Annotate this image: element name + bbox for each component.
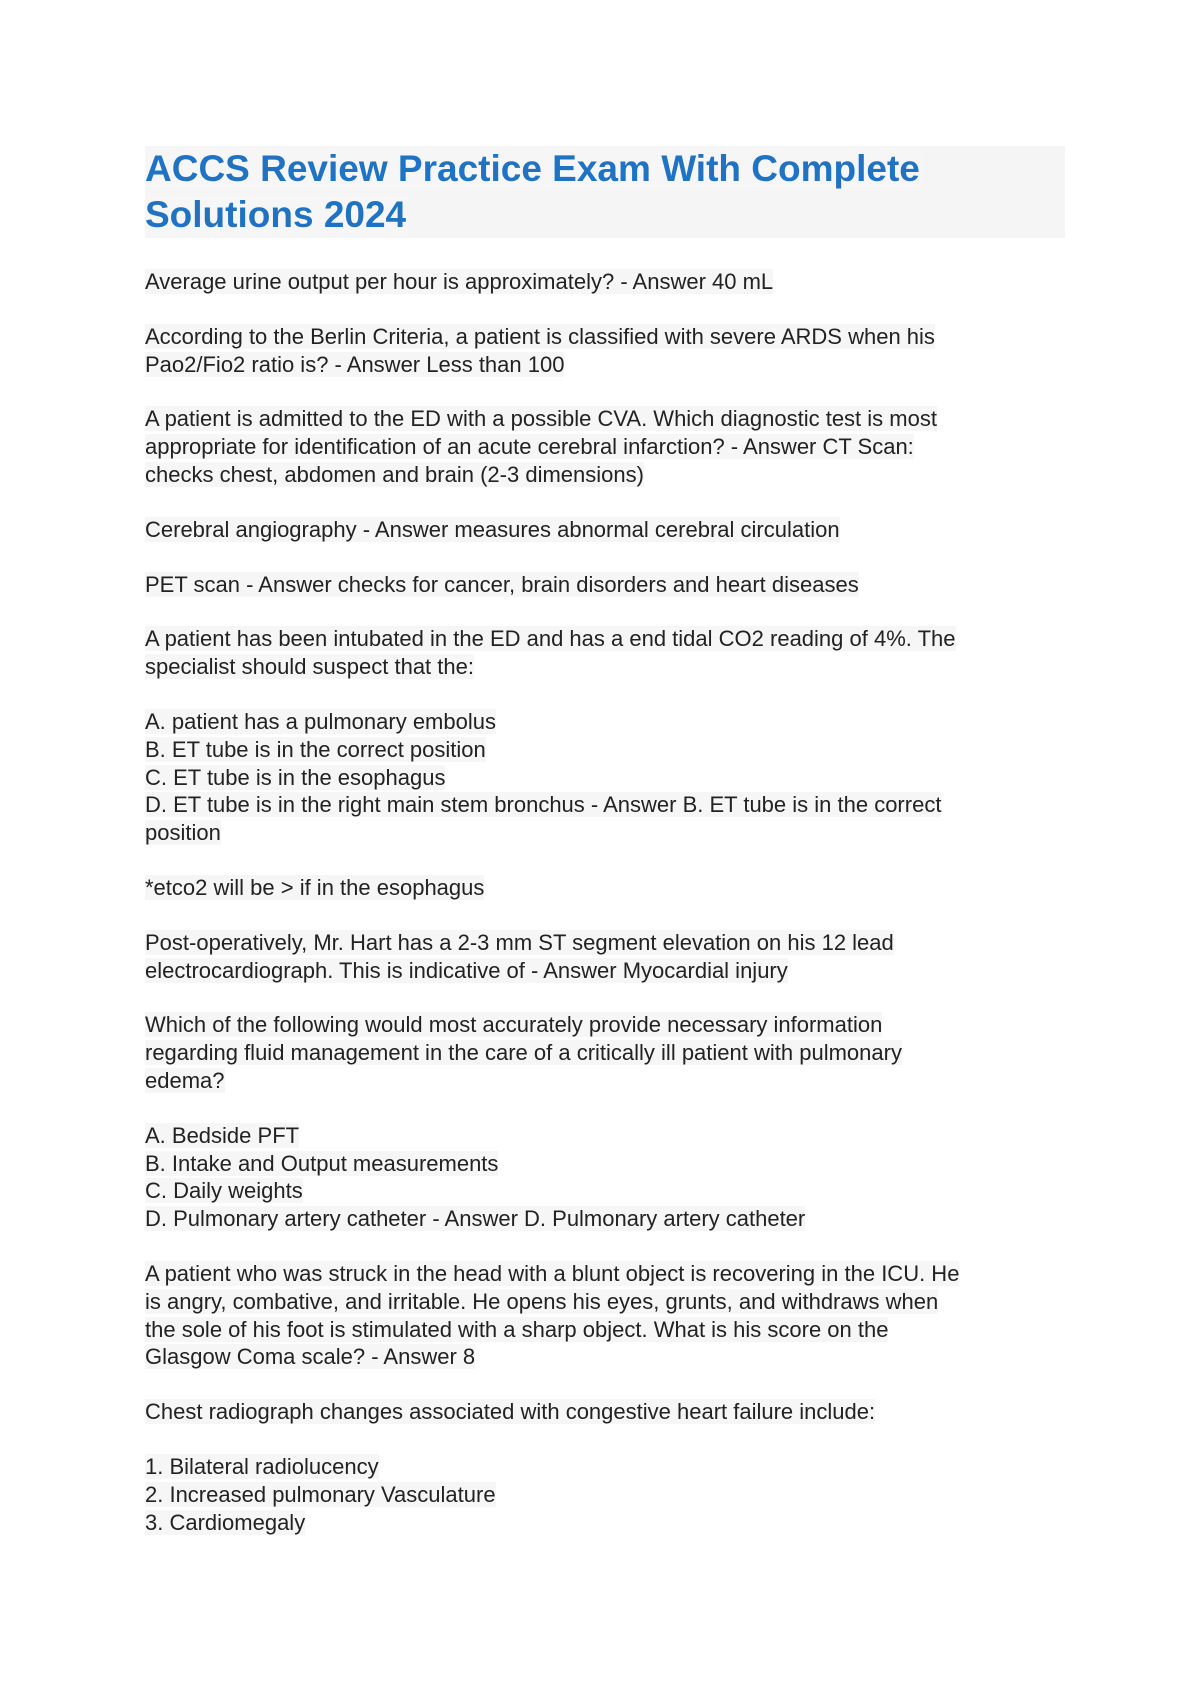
text-line: Pao2/Fio2 ratio is? - Answer Less than 100	[145, 351, 565, 377]
qa-paragraph	[145, 1453, 1065, 1536]
qa-paragraph	[145, 405, 1065, 488]
text-line: Which of the following would most accurately provide necessary information	[145, 1012, 883, 1038]
text-line: A patient has been intubated in the ED and has a end tidal CO2 reading of 4%. The	[145, 626, 956, 652]
text-line: A patient who was struck in the head with a blunt object is recovering in the ICU. He	[145, 1260, 960, 1286]
text-line: Glasgow Coma scale? - Answer 8	[145, 1344, 476, 1370]
title-line: ACCS Review Practice Exam With Complete	[145, 146, 1065, 192]
text-line: edema?	[145, 1067, 225, 1093]
qa-paragraph	[145, 323, 1065, 379]
document-title	[145, 146, 1065, 238]
text-line: C. ET tube is in the esophagus	[145, 764, 446, 790]
text-line: A patient is admitted to the ED with a possible CVA. Which diagnostic test is most	[145, 406, 937, 432]
qa-paragraph	[145, 516, 1065, 544]
text-line: A. patient has a pulmonary embolus	[145, 708, 496, 734]
text-line: B. Intake and Output measurements	[145, 1150, 499, 1176]
text-line: Post-operatively, Mr. Hart has a 2-3 mm ST segment elevation on his 12 lead	[145, 929, 894, 955]
text-line: According to the Berlin Criteria, a patient is classified with severe ARDS when his	[145, 323, 935, 349]
text-line: Cerebral angiography - Answer measures abnormal cerebral circulation	[145, 516, 840, 542]
qa-paragraph	[145, 1011, 1065, 1094]
qa-paragraph	[145, 929, 1065, 985]
text-line: C. Daily weights	[145, 1178, 303, 1204]
qa-paragraph	[145, 1122, 1065, 1233]
text-line: checks chest, abdomen and brain (2-3 dimensions)	[145, 461, 644, 487]
text-line: regarding fluid management in the care of a critically ill patient with pulmonary	[145, 1040, 902, 1066]
text-line: 1. Bilateral radiolucency	[145, 1453, 379, 1479]
text-line: PET scan - Answer checks for cancer, brain disorders and heart diseases	[145, 571, 859, 597]
text-line: D. Pulmonary artery catheter - Answer D. Pulmonary artery catheter	[145, 1206, 806, 1232]
qa-paragraph	[145, 1398, 1065, 1426]
text-line: D. ET tube is in the right main stem bronchus - Answer B. ET tube is in the correct	[145, 792, 942, 818]
qa-paragraph	[145, 571, 1065, 599]
text-line: appropriate for identification of an acute cerebral infarction? - Answer CT Scan:	[145, 434, 914, 460]
text-line: 3. Cardiomegaly	[145, 1509, 306, 1535]
document-page	[145, 146, 1065, 1563]
text-line: *etco2 will be > if in the esophagus	[145, 874, 485, 900]
title-line: Solutions 2024	[145, 192, 1065, 238]
qa-paragraph	[145, 874, 1065, 902]
document-body	[145, 268, 1065, 1536]
text-line: position	[145, 820, 221, 846]
qa-paragraph	[145, 268, 1065, 296]
text-line: specialist should suspect that the:	[145, 654, 474, 680]
qa-paragraph	[145, 1260, 1065, 1371]
text-line: the sole of his foot is stimulated with a sharp object. What is his score on the	[145, 1316, 889, 1342]
text-line: 2. Increased pulmonary Vasculature	[145, 1481, 496, 1507]
text-line: B. ET tube is in the correct position	[145, 736, 486, 762]
qa-paragraph	[145, 708, 1065, 847]
text-line: Chest radiograph changes associated with congestive heart failure include:	[145, 1399, 876, 1425]
text-line: A. Bedside PFT	[145, 1122, 300, 1148]
text-line: is angry, combative, and irritable. He opens his eyes, grunts, and withdraws when	[145, 1288, 939, 1314]
qa-paragraph	[145, 625, 1065, 681]
text-line: Average urine output per hour is approximately? - Answer 40 mL	[145, 269, 774, 294]
text-line: electrocardiograph. This is indicative of - Answer Myocardial injury	[145, 957, 788, 983]
